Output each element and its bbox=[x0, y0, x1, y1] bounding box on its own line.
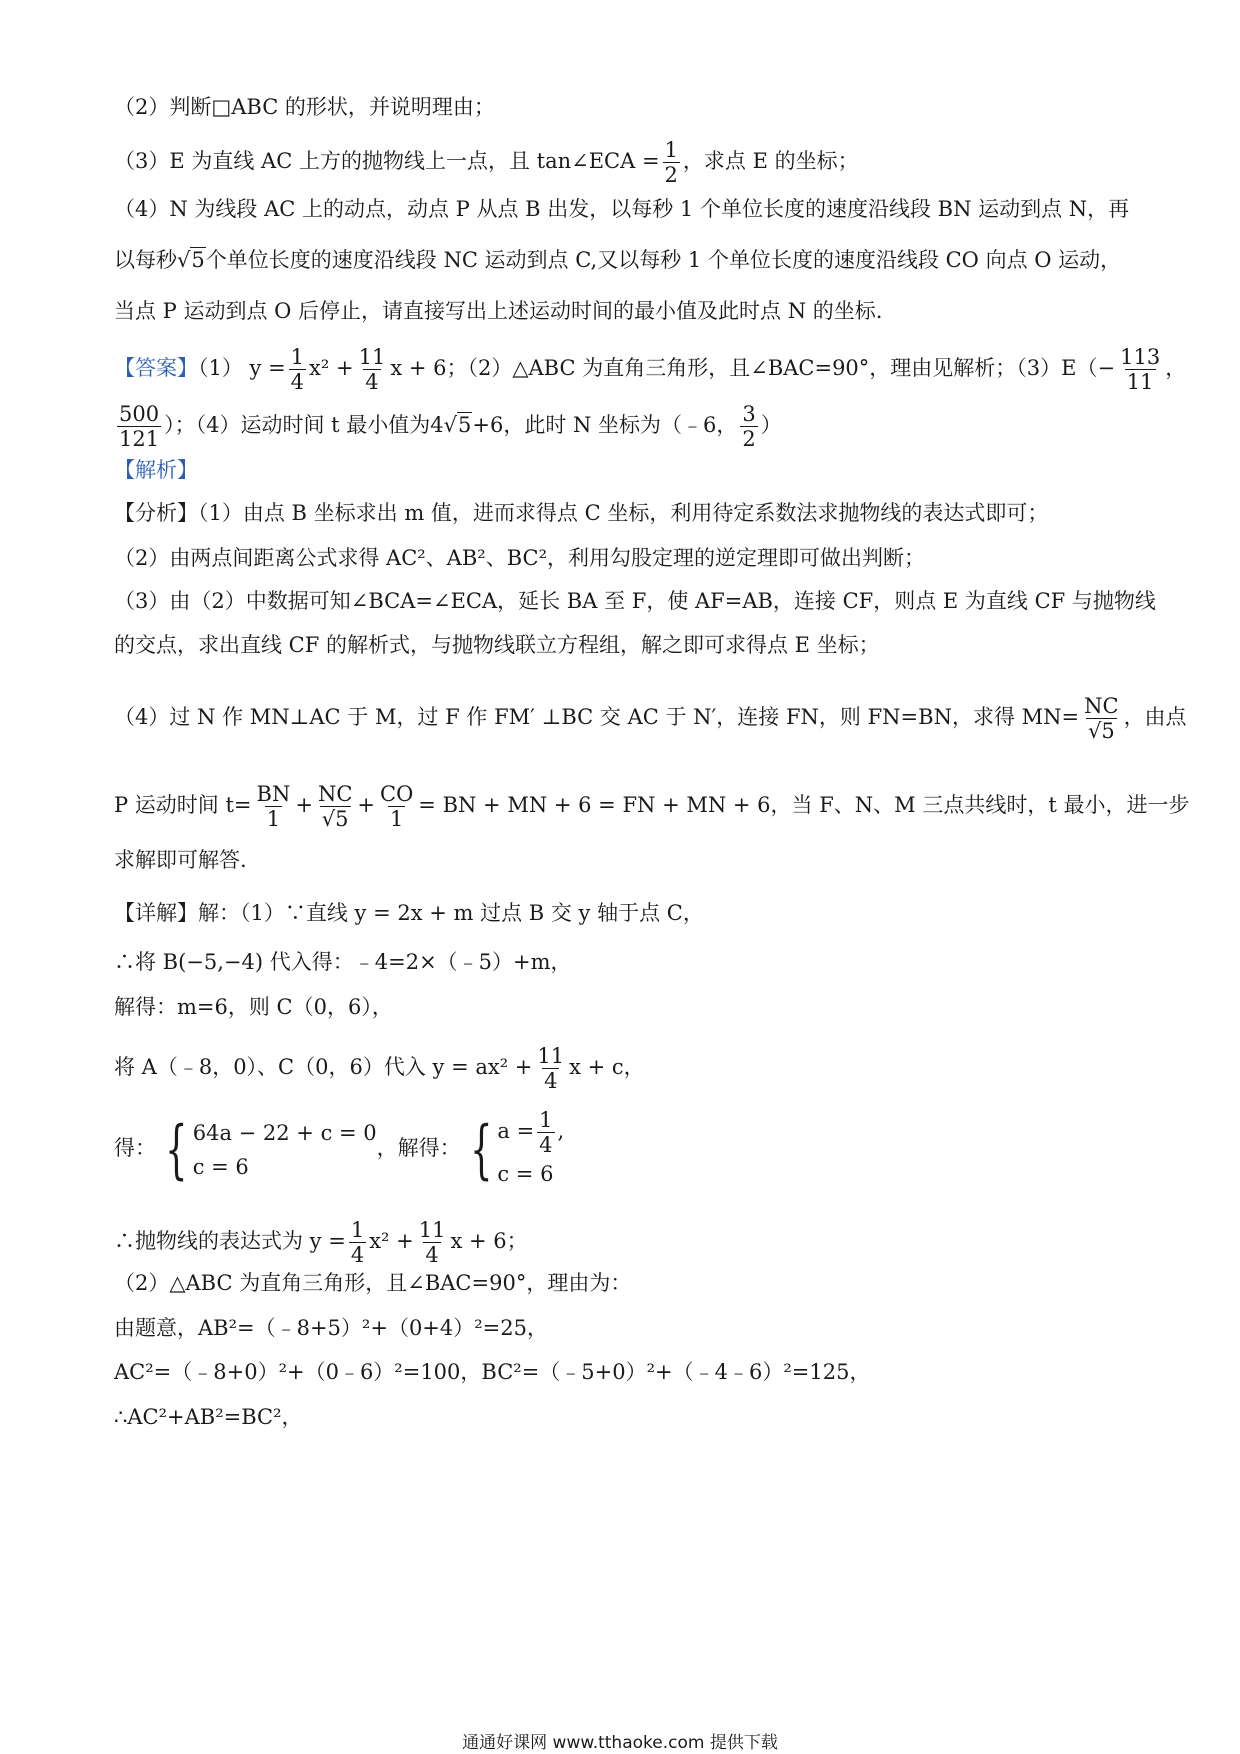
detail-line-10: ∴AC²+AB²=BC²， bbox=[114, 1405, 303, 1429]
analysis-line-3: （3）由（2）中数据可知∠BCA=∠ECA，延长 BA 至 F，使 AF=AB，连接 CF，则点 E 为直线 CF 与抛物线 bbox=[114, 589, 1156, 613]
detail-line-6: ∴抛物线的表达式为 y = $\frac{1}{4}$ x² + $\frac{11}{4}$ x + 6； bbox=[114, 1218, 528, 1267]
detail-line-1: 【详解】解：（1）∵直线 y = 2x + m 过点 B 交 y 轴于点 C， bbox=[114, 901, 704, 925]
detail-line-2: ∴将 B(−5,−4) 代入得：﹣4=2×（﹣5）+m， bbox=[114, 950, 572, 974]
question-3-text: （3）E 为直线 AC 上方的抛物线上一点，且 tan∠ECA = bbox=[114, 149, 660, 173]
analysis-label: 【解析】 bbox=[114, 458, 198, 482]
analysis-line-6: P 运动时间 t= $\frac{BN}{1}$ + $\frac{NC}{√5}$ + $\frac{CO}{1}$ = BN + MN + 6 = FN + MN + 6，当 F、N、M 三点共线时，t 最小，进一步 bbox=[114, 782, 1190, 831]
detail-line-3: 解得：m=6，则 C（0，6）， bbox=[114, 995, 393, 1019]
detail-line-9: AC²=（﹣8+0）²+（0﹣6）²=100，BC²=（﹣5+0）²+（﹣4﹣6）²=125， bbox=[114, 1360, 871, 1384]
sqrt: √5 bbox=[177, 248, 205, 272]
analysis-line-4: 的交点，求出直线 CF 的解析式，与抛物线联立方程组，解之即可求得点 E 坐标； bbox=[114, 633, 880, 657]
answer-line-1: 【答案】（1） y = $\frac{1}{4}$ x² + $\frac{11}{4}$ x + 6；（2）△ABC 为直角三角形，且∠BAC=90°，理由见解析；（3）E（− $\frac{113}{11}$ ， bbox=[114, 345, 1187, 394]
analysis-line-7: 求解即可解答. bbox=[114, 848, 247, 872]
answer-label: 【答案】 bbox=[114, 356, 198, 380]
question-4-line-1: （4）N 为线段 AC 上的动点，动点 P 从点 B 出发，以每秒 1 个单位长度的速度沿线段 BN 运动到点 N，再 bbox=[114, 197, 1130, 221]
analysis-line-2: （2）由两点间距离公式求得 AC²、AB²、BC²，利用勾股定理的逆定理即可做出判断； bbox=[114, 546, 926, 570]
detail-line-5: 得： { 64a − 22 + c = 0 c = 6 ，解得： { a = $\frac{1}{4}$ , c = 6 bbox=[114, 1108, 565, 1187]
question-2: （2）判断□ABC 的形状，并说明理由； bbox=[114, 95, 495, 119]
detail-line-4: 将 A（﹣8，0）、C（0，6）代入 y = ax² + $\frac{11}{4}$ x + c， bbox=[114, 1044, 645, 1093]
question-4-line-2: 以每秒√5个单位长度的速度沿线段 NC 运动到点 C,又以每秒 1 个单位长度的速度沿线段 CO 向点 O 运动， bbox=[114, 245, 1130, 275]
analysis-line-5: （4）过 N 作 MN⊥AC 于 M，过 F 作 FM′ ⊥BC 交 AC 于 N′，连接 FN，则 FN=BN，求得 MN= $\frac{NC}{√5}$ ，由点 bbox=[114, 694, 1187, 743]
answer-line-2: $\frac{500}{121}$ ）；（4）运动时间 t 最小值为4√5+6，此时 N 坐标为（﹣6， $\frac{3}{2}$ ） bbox=[119, 402, 782, 451]
analysis-line-1: 【分析】（1）由点 B 坐标求出 m 值，进而求得点 C 坐标，利用待定系数法求抛物线的表达式即可； bbox=[114, 501, 1049, 525]
detail-line-8: 由题意，AB²=（﹣8+5）²+（0+4）²=25， bbox=[114, 1316, 548, 1340]
detail-line-7: （2）△ABC 为直角三角形，且∠BAC=90°，理由为： bbox=[114, 1271, 632, 1295]
question-3: （3）E 为直线 AC 上方的抛物线上一点，且 tan∠ECA = $\frac{1}{2}$ ，求点 E 的坐标； bbox=[114, 138, 859, 187]
footer-watermark: 通通好课网 www.tthaoke.com 提供下载 bbox=[462, 1733, 778, 1753]
fraction: $\frac{1}{2}$ bbox=[664, 138, 678, 187]
question-4-line-3: 当点 P 运动到点 O 后停止，请直接写出上述运动时间的最小值及此时点 N 的坐标. bbox=[114, 299, 883, 323]
